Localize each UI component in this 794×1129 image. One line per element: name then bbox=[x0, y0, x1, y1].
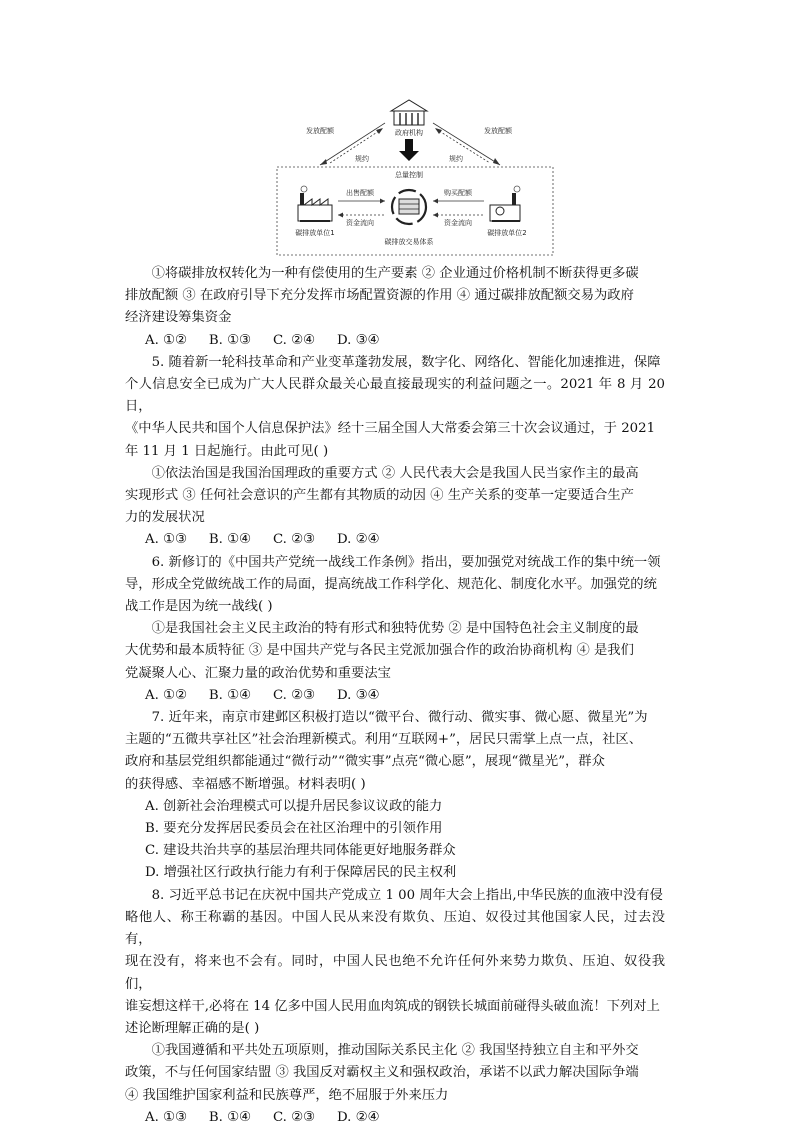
left-regulate-label: 规约 bbox=[355, 155, 369, 163]
q8-stem-line: 略他人、称王称霸的基因。中国人民从来没有欺负、压迫、奴役过其他国家人民，过去没有， bbox=[125, 909, 665, 948]
q4-statement-line: 经济建设筹集资金 bbox=[125, 310, 232, 326]
q8-stem-line: 述论断理解正确的是( ) bbox=[125, 1020, 260, 1036]
q8-stem-line: 8. 习近平总书记在庆祝中国共产党成立 1 00 周年大会上指出,中华民族的血液中没有侵 bbox=[151, 887, 663, 903]
q6-statement-line: ①是我国社会主义民主政治的特有形式和独特优势 ② 是中国特色社会主义制度的最 bbox=[151, 621, 639, 637]
q4-option-b[interactable]: B. ①③ bbox=[208, 332, 251, 348]
money-cycle-icon bbox=[392, 190, 426, 224]
q8-stem-line: 现在没有，将来也不会有。同时，中国人民也绝不允许任何外来势力欺负、压迫、奴役我们， bbox=[125, 954, 665, 992]
right-regulate-arrow bbox=[436, 129, 490, 163]
q5-option-d[interactable]: D. ②④ bbox=[336, 532, 380, 548]
q5-stem-line: 年 11 月 1 日起施行。由此可见( ) bbox=[125, 443, 329, 459]
q5-stem-line: 5. 随着新一轮科技革命和产业变革蓬勃发展，数字化、网络化、智能化加速推进，保障 bbox=[151, 354, 661, 370]
unit2-label: 碳排放单位2 bbox=[487, 229, 527, 237]
q8-stem-line: 谁妄想这样干,必将在 14 亿多中国人民用血肉筑成的钢铁长城面前碰得头破血流！下列对上 bbox=[125, 998, 660, 1014]
q7-option-d[interactable]: D. 增强社区行政执行能力有利于保障居民的民主权利 bbox=[145, 865, 457, 881]
unit1-label: 碳排放单位1 bbox=[295, 229, 335, 237]
q5-options bbox=[125, 529, 665, 551]
q5-option-a[interactable]: A. ①③ bbox=[145, 532, 187, 548]
q5-stem-line: 《中华人民共和国个人信息保护法》经十三届全国人大常委会第三十次会议通过，于 2021 bbox=[125, 421, 656, 437]
q6-option-d[interactable]: D. ③④ bbox=[336, 687, 380, 703]
system-label: 碳排放交易体系 bbox=[384, 238, 434, 246]
q5-option-b[interactable]: B. ①④ bbox=[208, 532, 251, 548]
questions bbox=[125, 263, 665, 1129]
q7-stem-line: 政府和基层党组织都能通过“微行动”“微实事”点亮“微心愿”，展现“微星光”，群众 bbox=[125, 754, 605, 770]
q6-option-c[interactable]: C. ②③ bbox=[272, 687, 315, 703]
fund-left-label: 资金流向 bbox=[346, 219, 374, 227]
q6-stem-line: 战工作是因为统一战线( ) bbox=[125, 599, 273, 615]
q5-stem-line: 个人信息安全已成为广大人民群众最关心最直接最现实的利益问题之一。2021 年 8 月 20 日， bbox=[125, 377, 665, 415]
q8-statement-line: 政策，不与任何国家结盟 ③ 我国反对霸权主义和强权政治，承诺不以武力解决国际争端 bbox=[125, 1065, 639, 1081]
sell-label: 出售配额 bbox=[346, 189, 374, 197]
q5-statement-line: ①依法治国是我国治国理政的重要方式 ② 人民代表大会是我国人民当家作主的最高 bbox=[151, 465, 639, 481]
q6-stem-line: 导，形成全党做统战工作的局面，提高统战工作科学化、规范化、制度化水平。加强党的统 bbox=[125, 576, 657, 592]
q7-stem-line: 主题的“五微共享社区”社会治理新模式。利用“互联网+”，居民只需掌上点一点，社区、 bbox=[125, 732, 643, 748]
factory-icon bbox=[490, 186, 520, 221]
right-regulate-label: 规约 bbox=[449, 155, 463, 163]
q7-stem-line: 7. 近年来，南京市建邺区积极打造以“微平台、微行动、微实事、微心愿、微星光”为 bbox=[151, 710, 648, 726]
q8-option-d[interactable]: D. ②④ bbox=[336, 1109, 380, 1125]
q5-statement-line: 力的发展状况 bbox=[125, 510, 205, 526]
q4-option-a[interactable]: A. ①② bbox=[145, 332, 187, 348]
q8-option-c[interactable]: C. ②③ bbox=[272, 1109, 315, 1125]
carbon-trading-diagram bbox=[270, 95, 560, 260]
buy-label: 购买配额 bbox=[444, 189, 472, 197]
q6-stem-line: 6. 新修订的《中国共产党统一战线工作条例》指出，要加强党对统战工作的集中统一领 bbox=[151, 554, 661, 570]
fund-right-label: 资金流向 bbox=[444, 219, 472, 227]
q4-options bbox=[125, 330, 665, 352]
q4-statement-line: ①将碳排放权转化为一种有偿使用的生产要素 ② 企业通过价格机制不断获得更多碳 bbox=[151, 266, 639, 281]
q4-option-d[interactable]: D. ③④ bbox=[336, 332, 380, 348]
q4-option-c[interactable]: C. ②④ bbox=[272, 332, 315, 348]
q6-options bbox=[125, 685, 665, 707]
q6-statement-line: 党凝聚人心、汇聚力量的政治优势和重要法宝 bbox=[125, 665, 391, 681]
q4-statement-line: 排放配额 ③ 在政府引导下充分发挥市场配置资源的作用 ④ 通过碳排放配额交易为政府 bbox=[125, 288, 634, 304]
down-arrow-icon bbox=[399, 139, 419, 161]
q5-statement-line: 实现形式 ③ 任何社会意识的产生都有其物质的动因 ④ 生产关系的变革一定要适合生产 bbox=[125, 488, 634, 504]
q7-option-c[interactable]: C. 建设共治共享的基层治理共同体能更好地服务群众 bbox=[145, 843, 456, 859]
q8-option-b[interactable]: B. ①④ bbox=[208, 1109, 251, 1125]
right-issue-label: 发放配额 bbox=[484, 127, 512, 135]
q6-option-a[interactable]: A. ①② bbox=[145, 687, 187, 703]
q7-option-a[interactable]: A. 创新社会治理模式可以提升居民参议议政的能力 bbox=[145, 798, 443, 814]
q8-statement-line: ④ 我国维护国家利益和民族尊严，绝不屈服于外来压力 bbox=[125, 1087, 449, 1103]
q7-stem-line: 的获得感、幸福感不断增强。材料表明( ) bbox=[125, 776, 366, 792]
q7-option-b[interactable]: B. 要充分发挥居民委员会在社区治理中的引领作用 bbox=[145, 821, 443, 837]
q5-option-c[interactable]: C. ②③ bbox=[272, 532, 315, 548]
q8-statement-line: ①我国遵循和平共处五项原则，推动国际关系民主化 ② 我国坚持独立自主和平外交 bbox=[151, 1043, 639, 1059]
total-control-label: 总量控制 bbox=[395, 171, 423, 179]
q6-statement-line: 大优势和最本质特征 ③ 是中国共产党与各民主党派加强合作的政治协商机构 ④ 是我们 bbox=[125, 643, 634, 659]
factory-icon bbox=[298, 186, 332, 221]
left-issue-label: 发放配额 bbox=[306, 127, 334, 135]
q8-option-a[interactable]: A. ①③ bbox=[145, 1109, 187, 1125]
q8-options bbox=[125, 1107, 665, 1129]
diagram-svg bbox=[270, 95, 560, 260]
government-building-icon bbox=[391, 100, 427, 125]
q6-option-b[interactable]: B. ①④ bbox=[208, 687, 251, 703]
diagram-gov-label: 政府机构 bbox=[395, 129, 423, 137]
